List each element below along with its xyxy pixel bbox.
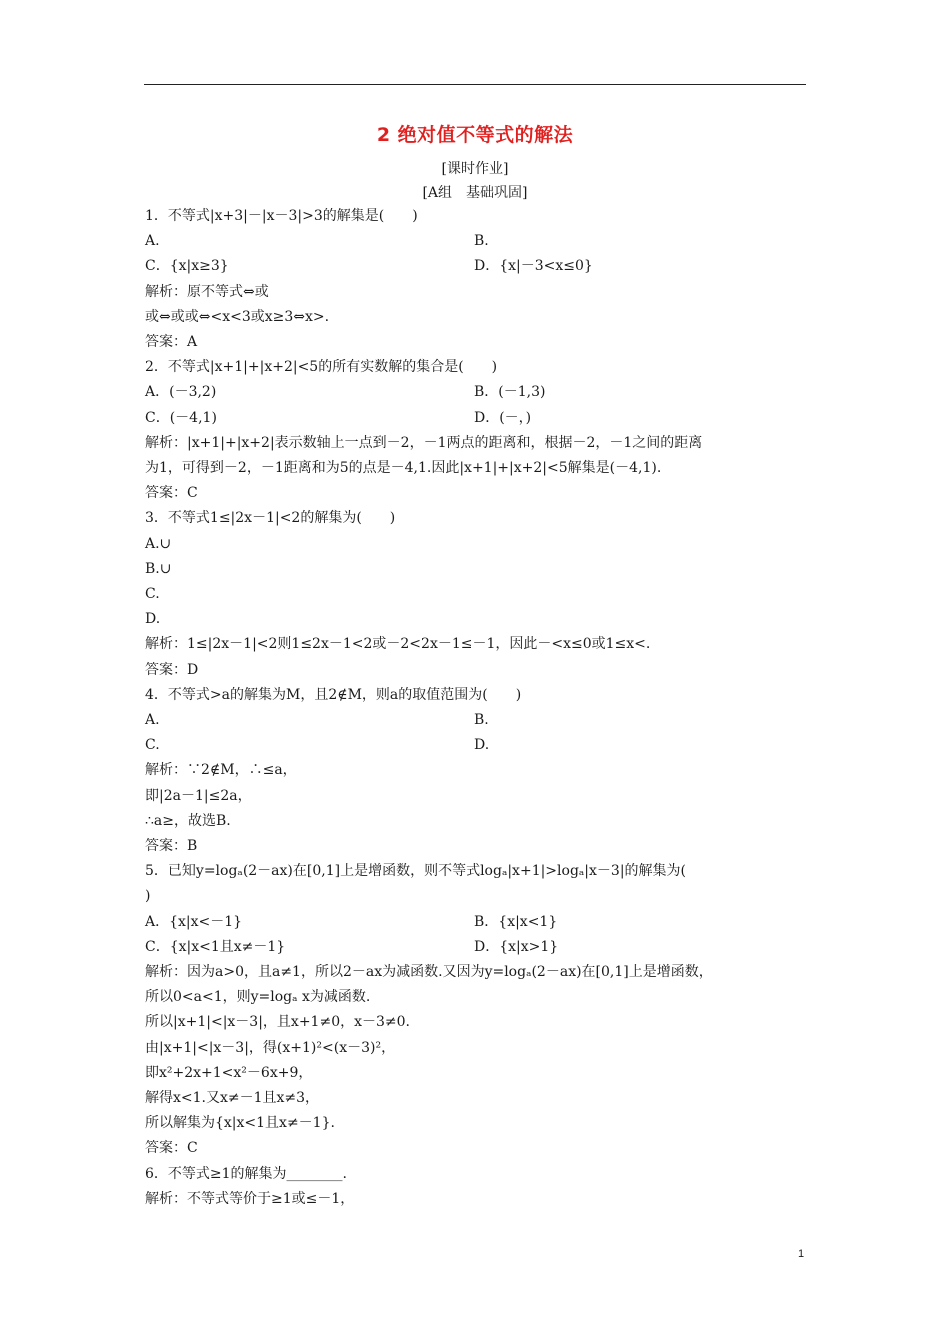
text-line: 2．不等式|x+1|+|x+2|<5的所有实数解的集合是( )	[145, 359, 498, 375]
page-number: 1	[798, 1248, 805, 1260]
text-line: C．{x|x≥3}	[145, 258, 229, 274]
subtitle: [课时作业]	[441, 161, 509, 177]
text-line: 解析：∵2∉M，∴≤a，	[145, 762, 297, 778]
text-line: C．(－4,1)	[145, 410, 217, 426]
text-line: 解析：|x+1|+|x+2|表示数轴上一点到－2，－1两点的距离和，根据－2，－1之间的距离	[145, 435, 703, 451]
text-line: 即|2a－1|≤2a，	[145, 788, 252, 804]
text-line: 答案：A	[145, 334, 198, 350]
text-line: 答案：C	[145, 1140, 198, 1156]
text-line: A．{x|x<－1}	[145, 914, 243, 930]
text-line: ∴a≥，故选B.	[145, 813, 231, 829]
text-line: 解析：不等式等价于≥1或≤－1，	[145, 1191, 355, 1207]
text-line: 由|x+1|<|x－3|，得(x+1)²<(x－3)²，	[145, 1040, 396, 1056]
text-line: 答案：D	[145, 662, 199, 678]
text-line: B.	[474, 233, 489, 249]
text-line: D.	[145, 611, 161, 627]
text-line: D.	[474, 737, 490, 753]
text-line: 答案：B	[145, 838, 198, 854]
text-line: 答案：C	[145, 485, 198, 501]
text-line: C.	[145, 586, 160, 602]
text-line: 3．不等式1≤|2x－1|<2的解集为( )	[145, 510, 396, 526]
text-line: 解析：原不等式⇔或	[145, 284, 269, 300]
text-line: D．{x|x>1}	[474, 939, 559, 955]
text-line: C．{x|x<1且x≠－1}	[145, 939, 286, 955]
text-line: 为1，可得到－2，－1距离和为5的点是－4,1.因此|x+1|+|x+2|<5解集是(－4,1).	[145, 460, 662, 476]
text-line: A.	[145, 233, 160, 249]
text-line: 解析：因为a>0，且a≠1，所以2－ax为减函数.又因为y=logₐ(2－ax)在[0,1]上是增函数，	[145, 964, 713, 980]
text-line: 1．不等式|x+3|－|x－3|>3的解集是( )	[145, 208, 418, 224]
page-title: 2 绝对值不等式的解法	[376, 124, 574, 146]
text-line: D．{x|－3<x≤0}	[474, 258, 593, 274]
text-line: 所以0<a<1，则y=logₐ x为减函数.	[145, 989, 371, 1005]
text-line: 6．不等式≥1的解集为________.	[145, 1166, 347, 1182]
text-line: 所以|x+1|<|x－3|，且x+1≠0，x－3≠0.	[145, 1014, 410, 1030]
header-rule	[144, 84, 806, 85]
text-line: )	[145, 888, 151, 904]
text-line: 5．已知y=logₐ(2－ax)在[0,1]上是增函数，则不等式logₐ|x+1|>logₐ|x－3|的解集为(	[145, 863, 687, 879]
text-line: A．(－3,2)	[145, 384, 217, 400]
text-line: A.	[145, 712, 160, 728]
text-line: C.	[145, 737, 160, 753]
text-line: A.∪	[145, 536, 172, 552]
text-line: B．{x|x<1}	[474, 914, 558, 930]
text-line: 所以解集为{x|x<1且x≠－1}.	[145, 1115, 335, 1131]
text-line: 4．不等式>a的解集为M，且2∉M，则a的取值范围为( )	[145, 687, 522, 703]
text-line: B.	[474, 712, 489, 728]
group-heading: [A组 基础巩固]	[422, 185, 528, 201]
text-line: 解析：1≤|2x－1|<2则1≤2x－1<2或－2<2x－1≤－1，因此－<x≤0或1≤x<.	[145, 636, 651, 652]
text-line: B．(－1,3)	[474, 384, 546, 400]
text-line: D．(－，)	[474, 410, 532, 426]
text-line: 或⇔或或⇔<x<3或x≥3⇔x>.	[145, 309, 330, 325]
text-line: 即x²+2x+1<x²－6x+9，	[145, 1065, 313, 1081]
text-line: 解得x<1.又x≠－1且x≠3，	[145, 1090, 320, 1106]
text-line: B.∪	[145, 561, 172, 577]
